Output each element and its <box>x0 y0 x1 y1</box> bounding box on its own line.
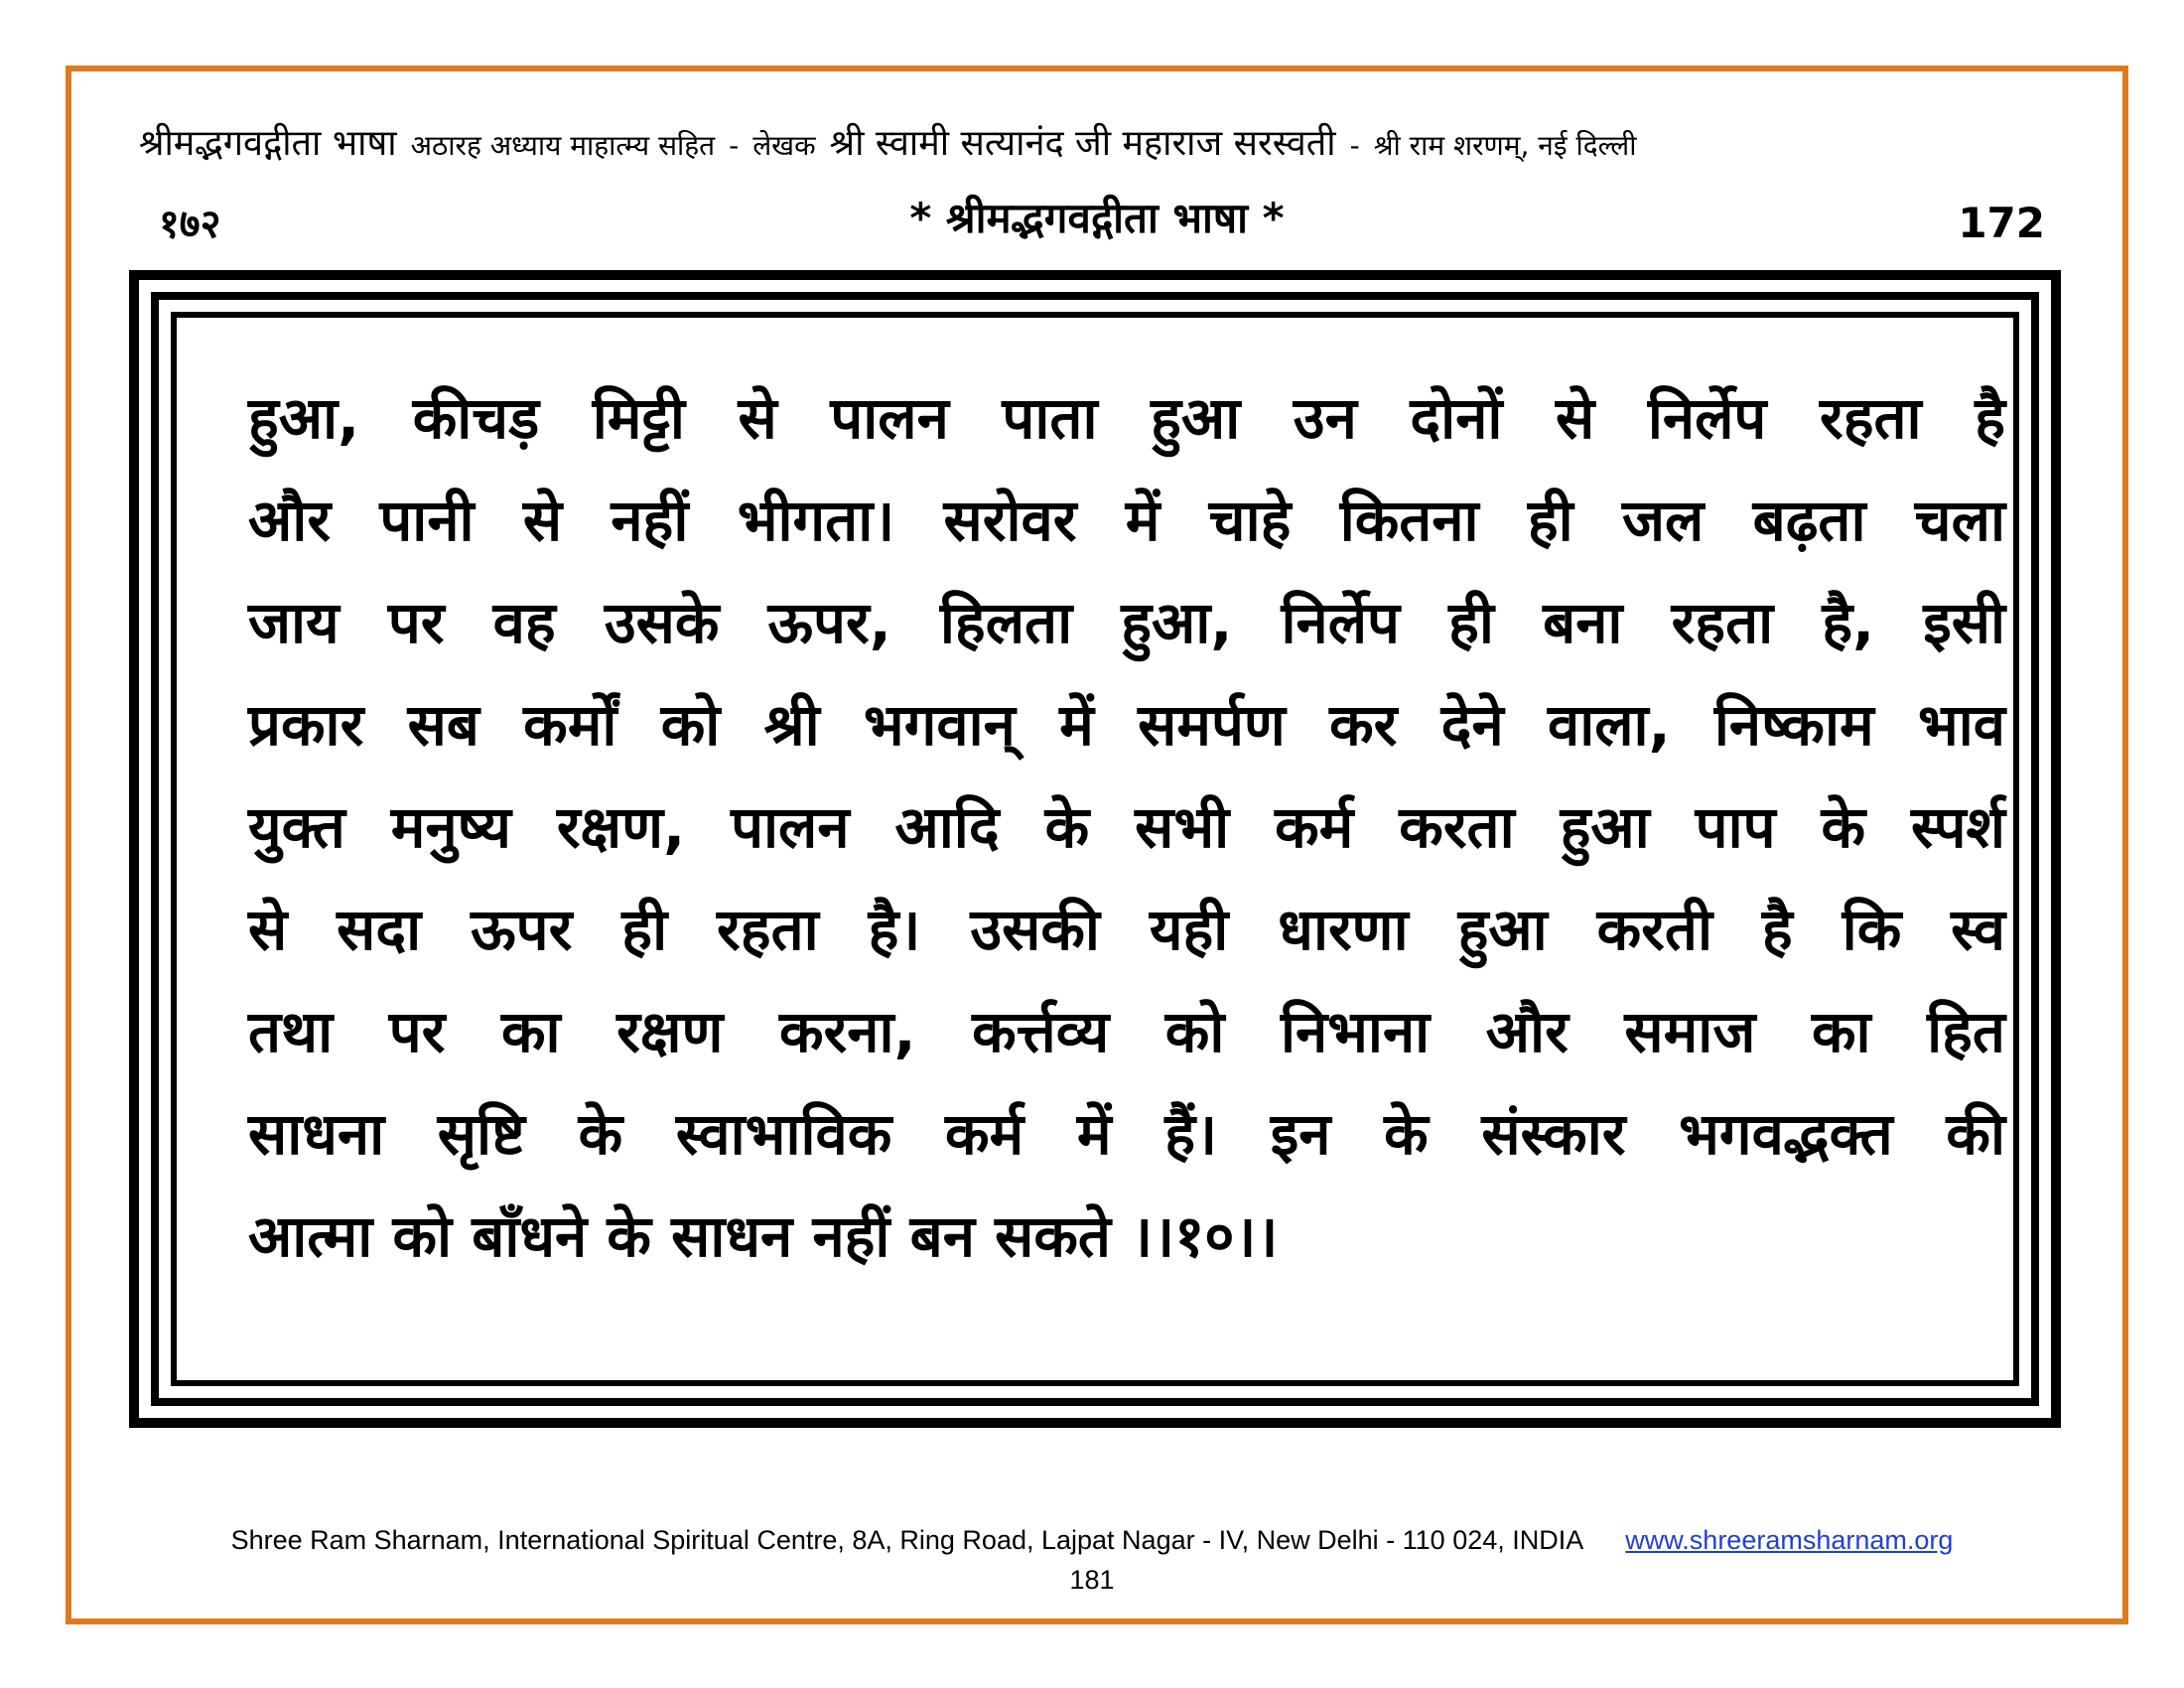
footer-page-number: 181 <box>1069 1565 1115 1595</box>
page-number: 172 <box>1958 199 2045 247</box>
verse-line: साधना सृष्टि के स्वाभाविक कर्म में हैं। इन के संस्कार भगवद्भक्त की <box>248 1100 2005 1168</box>
verse-text <box>248 367 2005 1288</box>
footer-address-line <box>0 1525 2184 1556</box>
verse-box <box>129 270 2061 1428</box>
verse-line: युक्त मनुष्य रक्षण, पालन आदि के सभी कर्म करता हुआ पाप के स्पर्श <box>248 793 2005 861</box>
page-header <box>149 189 2045 248</box>
header-separator: - <box>1349 129 1360 162</box>
verse-box-middle-border <box>151 292 2039 1406</box>
devanagari-page-number: १७२ <box>159 202 221 247</box>
verse-line: तथा पर का रक्षण करना, कर्त्तव्य को निभाना और समाज का हित <box>248 998 2005 1065</box>
verse-line: हुआ, कीचड़ मिट्टी से पालन पाता हुआ उन दोनों से निर्लेप रहता है <box>248 384 2005 452</box>
website-link[interactable]: www.shreeramsharnam.org <box>1625 1525 1954 1555</box>
publisher-name: श्री राम शरणम्, नई दिल्ली <box>1373 129 1637 162</box>
book-title: श्रीमद्भगवद्गीता भाषा <box>139 123 397 164</box>
footer-address: Shree Ram Sharnam, International Spiritual Centre, 8A, Ring Road, Lajpat Nagar - IV, New Delhi - 110 024, INDIA <box>230 1525 1582 1555</box>
verse-line: प्रकार सब कर्मों को श्री भगवान् में समर्पण कर देने वाला, निष्काम भाव <box>248 691 2005 759</box>
author-label: लेखक <box>752 129 816 162</box>
verse-box-inner-border <box>171 312 2019 1386</box>
author-name: श्री स्वामी सत्यानंद जी महाराज सरस्वती <box>829 123 1336 164</box>
running-title: * श्रीमद्भगवद्गीता भाषा * <box>909 194 1285 242</box>
verse-line: से सदा ऊपर ही रहता है। उसकी यही धारणा हुआ करती है कि स्व <box>248 896 2005 963</box>
book-header <box>139 117 2065 166</box>
book-subtitle: अठारह अध्याय माहात्म्य सहित <box>410 129 716 162</box>
verse-line: आत्मा को बाँधने के साधन नहीं बन सकते ।।१०।। <box>248 1202 1279 1270</box>
header-separator: - <box>729 129 740 162</box>
verse-line: जाय पर वह उसके ऊपर, हिलता हुआ, निर्लेप ही बना रहता है, इसी <box>248 589 2005 656</box>
verse-line: और पानी से नहीं भीगता। सरोवर में चाहे कितना ही जल बढ़ता चला <box>248 487 2005 554</box>
